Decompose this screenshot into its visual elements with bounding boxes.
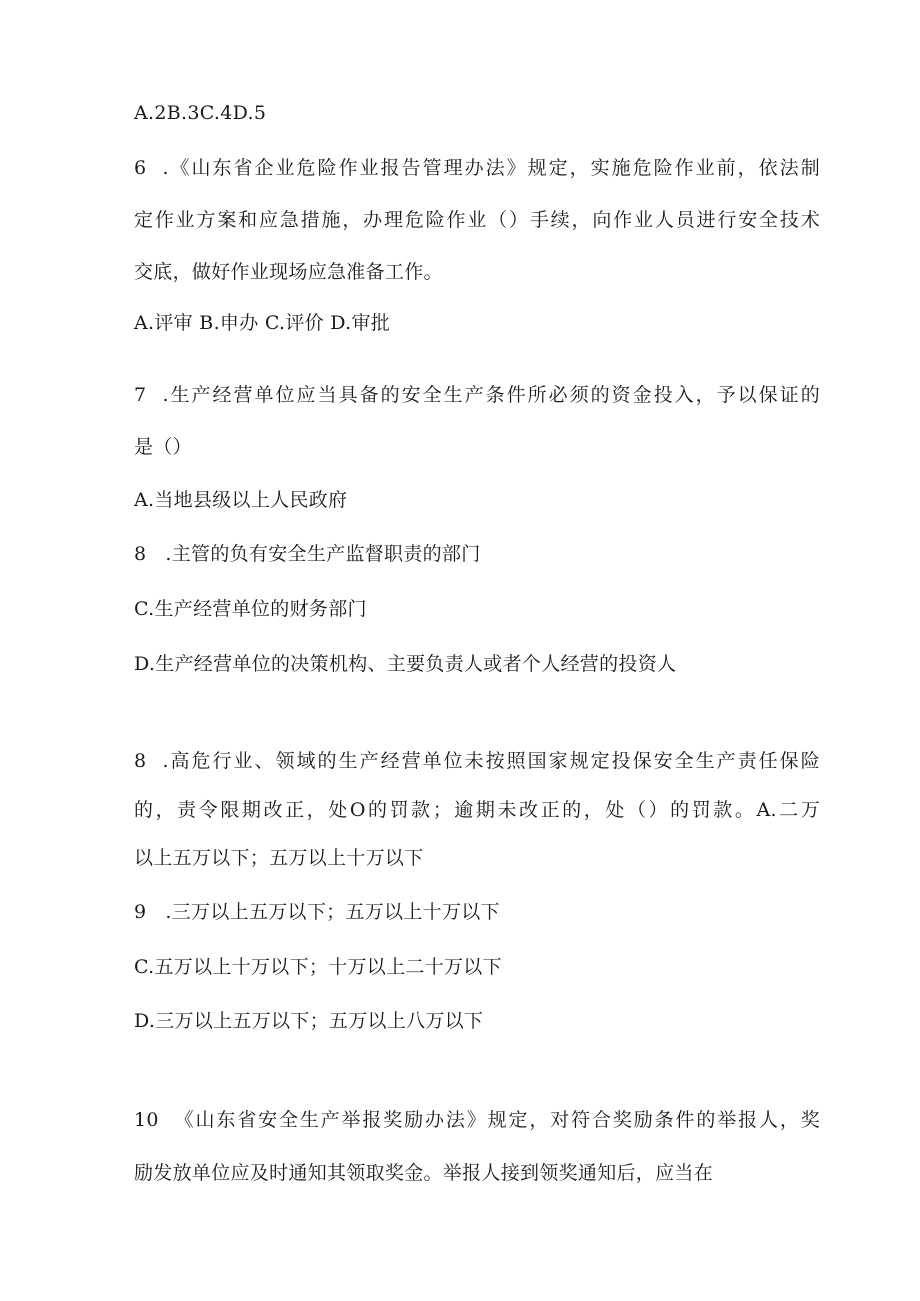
q6-text-line-3: 交底，做好作业现场应急准备工作。 [134, 261, 443, 283]
q7-option-d: D.生产经营单位的决策机构、主要负责人或者个人经营的投资人 [134, 653, 677, 675]
q10-text-line-2: 励发放单位应及时通知其领取奖金。举报人接到领奖通知后，应当在 [134, 1162, 714, 1184]
q8-option-b: 9 .三万以上五万以下；五万以上十万以下 [134, 901, 500, 923]
q7-text-line-1: 7 .生产经营单位应当具备的安全生产条件所必须的资金投入，予以保证的 [134, 384, 820, 406]
q8-text-line-1: 8 .高危行业、领域的生产经营单位未按照国家规定投保安全生产责任保险 [134, 750, 820, 772]
q10-text-line-1: 10 《山东省安全生产举报奖励办法》规定，对符合奖励条件的举报人，奖 [134, 1109, 820, 1131]
q7-option-a: A.当地县级以上人民政府 [134, 489, 348, 511]
q8-option-d: D.三万以上五万以下；五万以上八万以下 [134, 1010, 484, 1032]
q8-text-line-3: 以上五万以下；五万以上十万以下 [134, 847, 424, 869]
q6-text-line-1: 6 .《山东省企业危险作业报告管理办法》规定，实施危险作业前，依法制 [134, 157, 820, 179]
q6-text-line-2: 定作业方案和应急措施，办理危险作业（）手续，向作业人员进行安全技术 [134, 209, 820, 231]
q7-text-line-2: 是（） [134, 436, 192, 458]
q7-option-b: 8 .主管的负有安全生产监督职责的部门 [134, 543, 481, 565]
q8-text-line-2: 的，责令限期改正，处O的罚款；逾期未改正的，处（）的罚款。A.二万 [134, 799, 820, 821]
q6-options: A.评审 B.申办 C.评价 D.审批 [134, 312, 391, 334]
q7-option-c: C.生产经营单位的财务部门 [134, 598, 367, 620]
q5-options: A.2B.3C.4D.5 [134, 102, 267, 124]
q8-option-c: C.五万以上十万以下；十万以上二十万以下 [134, 956, 502, 978]
